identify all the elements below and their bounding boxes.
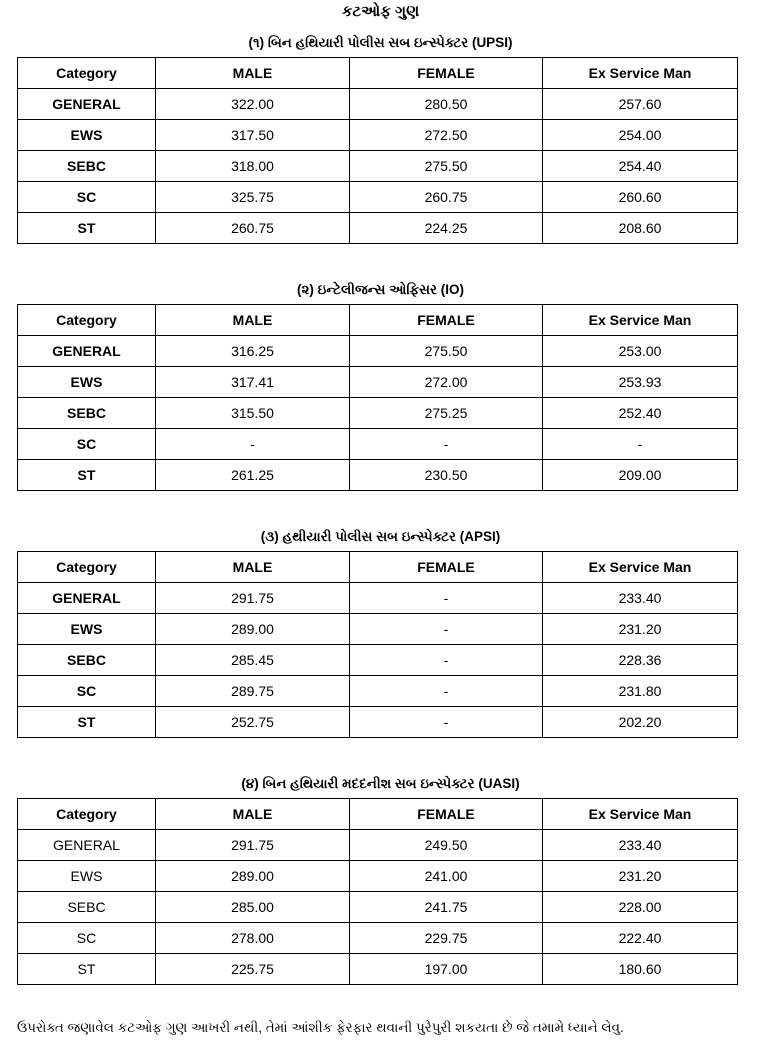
female-cell: 280.50 xyxy=(350,89,543,120)
male-cell: 318.00 xyxy=(156,151,350,182)
ex-service-man-cell: 209.00 xyxy=(543,460,738,491)
table-row xyxy=(18,583,738,614)
header-female: FEMALE xyxy=(350,305,543,336)
ex-service-man-cell: 257.60 xyxy=(543,89,738,120)
table-header-row xyxy=(18,58,738,89)
female-cell: - xyxy=(350,676,543,707)
category-cell: SEBC xyxy=(18,892,156,923)
category-cell: SC xyxy=(18,182,156,213)
category-cell: ST xyxy=(18,707,156,738)
table-row xyxy=(18,923,738,954)
male-cell: 285.45 xyxy=(156,645,350,676)
female-cell: 275.25 xyxy=(350,398,543,429)
female-cell: 275.50 xyxy=(350,336,543,367)
male-cell: 315.50 xyxy=(156,398,350,429)
category-cell: SC xyxy=(18,923,156,954)
category-cell: EWS xyxy=(18,614,156,645)
table-row xyxy=(18,614,738,645)
category-cell: SEBC xyxy=(18,398,156,429)
ex-service-man-cell: 228.00 xyxy=(543,892,738,923)
ex-service-man-cell: 222.40 xyxy=(543,923,738,954)
table-row xyxy=(18,460,738,491)
header-male: MALE xyxy=(156,552,350,583)
female-cell: 224.25 xyxy=(350,213,543,244)
ex-service-man-cell: 231.20 xyxy=(543,861,738,892)
ex-service-man-cell: 231.20 xyxy=(543,614,738,645)
category-cell: ST xyxy=(18,954,156,985)
male-cell: 260.75 xyxy=(156,213,350,244)
header-category: Category xyxy=(18,58,156,89)
table-row xyxy=(18,182,738,213)
ex-service-man-cell: 254.40 xyxy=(543,151,738,182)
table-row xyxy=(18,336,738,367)
header-ex-service-man: Ex Service Man xyxy=(543,58,738,89)
male-cell: 289.00 xyxy=(156,614,350,645)
male-cell: - xyxy=(156,429,350,460)
male-cell: 291.75 xyxy=(156,583,350,614)
cutoff-table-uasi xyxy=(17,798,738,985)
ex-service-man-cell: 253.93 xyxy=(543,367,738,398)
female-cell: 272.00 xyxy=(350,367,543,398)
table-row xyxy=(18,707,738,738)
header-male: MALE xyxy=(156,58,350,89)
female-cell: 249.50 xyxy=(350,830,543,861)
category-cell: GENERAL xyxy=(18,336,156,367)
table-header-row xyxy=(18,552,738,583)
header-female: FEMALE xyxy=(350,799,543,830)
table-header-row xyxy=(18,305,738,336)
female-cell: - xyxy=(350,645,543,676)
header-category: Category xyxy=(18,799,156,830)
female-cell: 275.50 xyxy=(350,151,543,182)
cutoff-table-io xyxy=(17,304,738,491)
male-cell: 289.00 xyxy=(156,861,350,892)
male-cell: 325.75 xyxy=(156,182,350,213)
ex-service-man-cell: - xyxy=(543,429,738,460)
female-cell: - xyxy=(350,614,543,645)
category-cell: EWS xyxy=(18,367,156,398)
ex-service-man-cell: 180.60 xyxy=(543,954,738,985)
male-cell: 317.50 xyxy=(156,120,350,151)
male-cell: 252.75 xyxy=(156,707,350,738)
ex-service-man-cell: 233.40 xyxy=(543,830,738,861)
table-row xyxy=(18,89,738,120)
table-row xyxy=(18,954,738,985)
category-cell: GENERAL xyxy=(18,583,156,614)
category-cell: ST xyxy=(18,213,156,244)
male-cell: 316.25 xyxy=(156,336,350,367)
female-cell: 241.00 xyxy=(350,861,543,892)
header-category: Category xyxy=(18,305,156,336)
female-cell: 229.75 xyxy=(350,923,543,954)
table-row xyxy=(18,645,738,676)
female-cell: - xyxy=(350,429,543,460)
section-title-upsi: (૧) બિન હથિયારી પોલીસ સબ ઇન્સ્પેક્ટર (UPSI) xyxy=(248,35,513,50)
section-title-io: (૨) ઇન્ટેલીજન્સ ઓફિસર (IO) xyxy=(296,282,465,297)
female-cell: 272.50 xyxy=(350,120,543,151)
header-ex-service-man: Ex Service Man xyxy=(543,552,738,583)
category-cell: EWS xyxy=(18,861,156,892)
ex-service-man-cell: 260.60 xyxy=(543,182,738,213)
table-row xyxy=(18,398,738,429)
ex-service-man-cell: 252.40 xyxy=(543,398,738,429)
female-cell: 241.75 xyxy=(350,892,543,923)
header-female: FEMALE xyxy=(350,552,543,583)
category-cell: EWS xyxy=(18,120,156,151)
male-cell: 278.00 xyxy=(156,923,350,954)
table-row xyxy=(18,151,738,182)
table-row xyxy=(18,120,738,151)
male-cell: 289.75 xyxy=(156,676,350,707)
female-cell: - xyxy=(350,583,543,614)
category-cell: SEBC xyxy=(18,151,156,182)
table-row xyxy=(18,429,738,460)
male-cell: 317.41 xyxy=(156,367,350,398)
table-row xyxy=(18,213,738,244)
male-cell: 225.75 xyxy=(156,954,350,985)
header-female: FEMALE xyxy=(350,58,543,89)
category-cell: GENERAL xyxy=(18,830,156,861)
male-cell: 261.25 xyxy=(156,460,350,491)
ex-service-man-cell: 254.00 xyxy=(543,120,738,151)
cutoff-table-apsi xyxy=(17,551,738,738)
female-cell: 197.00 xyxy=(350,954,543,985)
male-cell: 285.00 xyxy=(156,892,350,923)
male-cell: 322.00 xyxy=(156,89,350,120)
ex-service-man-cell: 228.36 xyxy=(543,645,738,676)
ex-service-man-cell: 233.40 xyxy=(543,583,738,614)
ex-service-man-cell: 208.60 xyxy=(543,213,738,244)
header-ex-service-man: Ex Service Man xyxy=(543,799,738,830)
cutoff-table-upsi xyxy=(17,57,738,244)
category-cell: GENERAL xyxy=(18,89,156,120)
category-cell: SC xyxy=(18,429,156,460)
header-ex-service-man: Ex Service Man xyxy=(543,305,738,336)
table-row xyxy=(18,830,738,861)
section-title-uasi: (૪) બિન હથિયારી મદદનીશ સબ ઇન્સ્પેક્ટર (UASI) xyxy=(241,776,520,791)
female-cell: 260.75 xyxy=(350,182,543,213)
header-male: MALE xyxy=(156,305,350,336)
table-row xyxy=(18,676,738,707)
header-category: Category xyxy=(18,552,156,583)
category-cell: ST xyxy=(18,460,156,491)
ex-service-man-cell: 231.80 xyxy=(543,676,738,707)
page-title: કટઓફ ગુણ xyxy=(341,3,420,20)
category-cell: SEBC xyxy=(18,645,156,676)
ex-service-man-cell: 253.00 xyxy=(543,336,738,367)
table-row xyxy=(18,367,738,398)
table-header-row xyxy=(18,799,738,830)
category-cell: SC xyxy=(18,676,156,707)
footer-note: ઉપરોક્ત જણાવેલ કટઓફ ગુણ આખરી નથી, તેમાં આંશીક ફેરફાર થવાની પુરેપુરી શકયતા છે જે તમામે ધ્યાને લેવુ. xyxy=(17,1020,624,1035)
ex-service-man-cell: 202.20 xyxy=(543,707,738,738)
female-cell: 230.50 xyxy=(350,460,543,491)
section-title-apsi: (૩) હથીયારી પોલીસ સબ ઇન્સ્પેક્ટર (APSI) xyxy=(260,529,501,544)
header-male: MALE xyxy=(156,799,350,830)
table-row xyxy=(18,861,738,892)
male-cell: 291.75 xyxy=(156,830,350,861)
table-row xyxy=(18,892,738,923)
female-cell: - xyxy=(350,707,543,738)
